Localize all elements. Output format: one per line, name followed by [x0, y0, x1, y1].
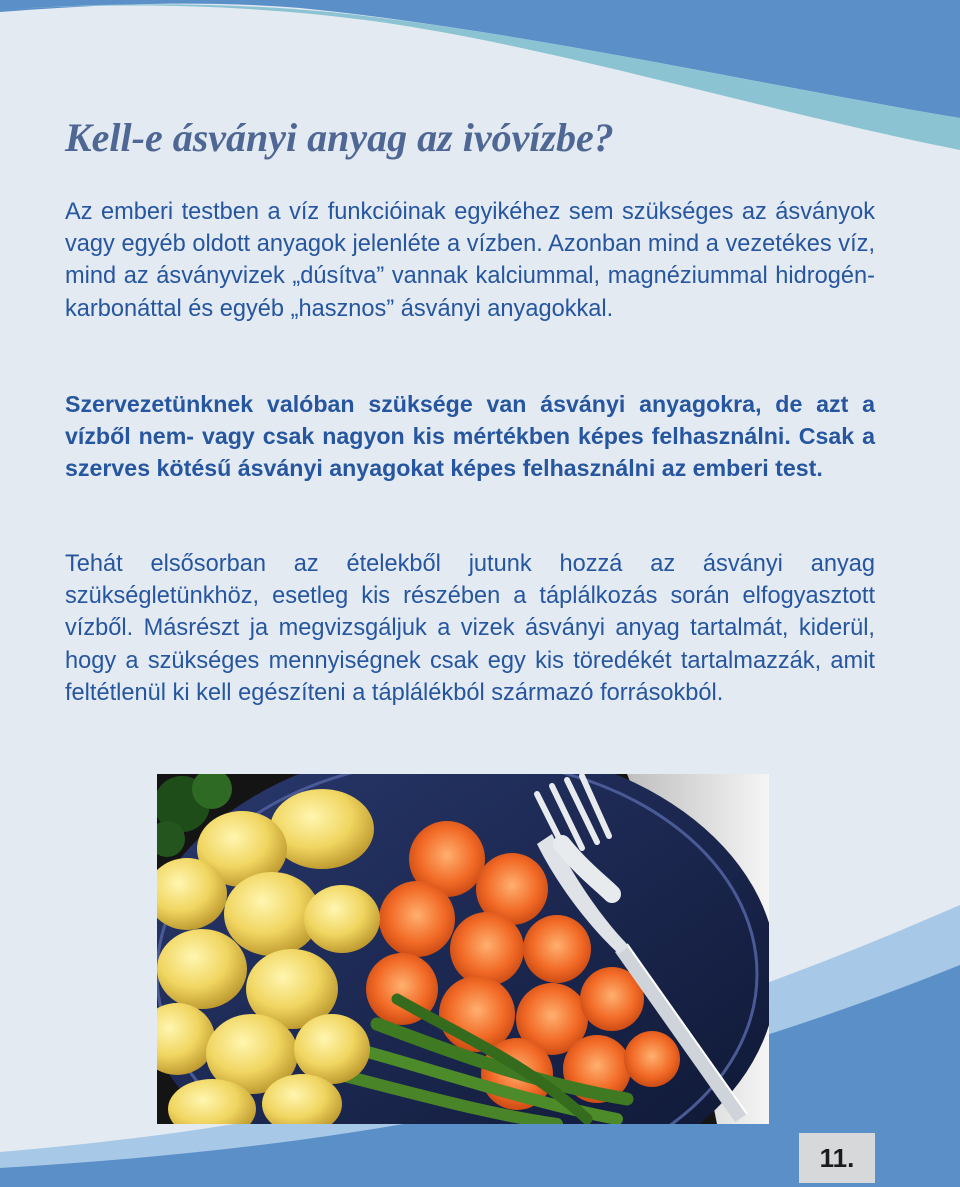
food-plate-illustration	[157, 774, 769, 1124]
article-title: Kell-e ásványi anyag az ivóvízbe?	[65, 115, 614, 160]
paragraph-bold: Szervezetünknek valóban szüksége van ásványi anyagokra, de azt a vízből nem- vagy csak nagyon kis mértékben képes felhasználni. Csak a szerves kötésű ásványi anyagokat képes felhasználni az emberi test.	[65, 391, 875, 482]
food-photo	[157, 774, 769, 1124]
page-number: 11.	[799, 1133, 875, 1183]
paragraph-intro: Az emberi testben a víz funkcióinak egyikéhez sem szükséges az ásványok vagy egyéb oldott anyagok jelenléte a vízben. Azonban mind a vezetékes víz, mind az ásványvizek „dúsítva” vannak kalciummal, magnéziummal hidrogén-karbonáttal és egyéb „hasznos” ásványi anyagokkal.	[65, 199, 875, 322]
paragraph-conclusion: Tehát elsősorban az ételekből jutunk hozzá az ásványi anyag szükségletünkhöz, esetleg kis részében a táplálkozás során elfogyasztott vízből. Másrészt ja megvizsgáljuk a vizek ásványi anyag tartalmát, kiderül, hogy a szükséges mennyiségnek csak egy kis töredékét tartalmazzák, amit feltétlenül ki kell egészíteni a táplálékból származó forrásokból.	[65, 551, 875, 706]
